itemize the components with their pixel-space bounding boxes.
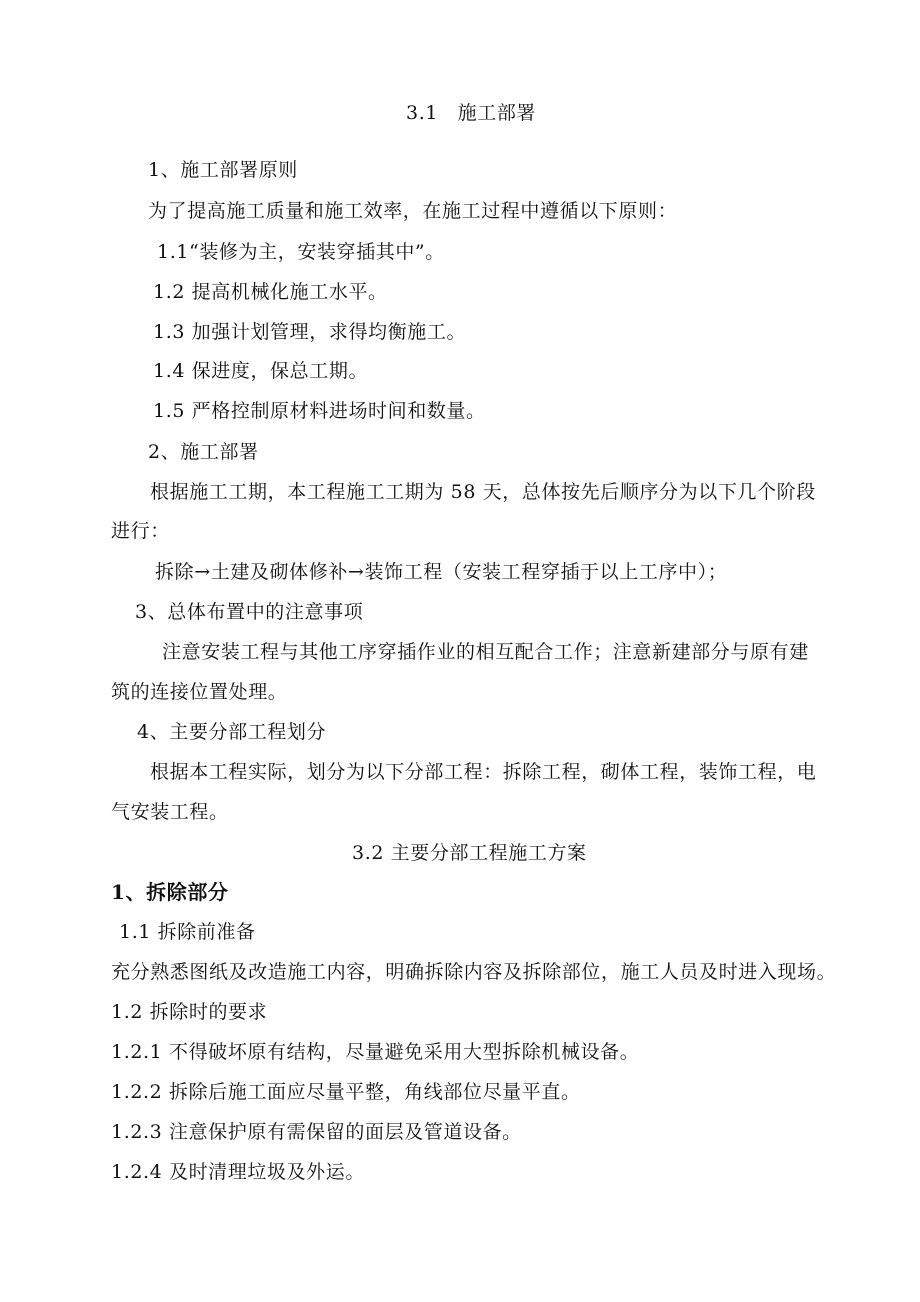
main-divisions-text: 根据本工程实际，划分为以下分部工程：拆除工程，砌体工程，装饰工程，电: [150, 761, 817, 783]
requirement-item: 1.2.1 不得破坏原有结构，尽量避免采用大型拆除机械设备。: [111, 1041, 640, 1063]
principle-item: 1.3 加强计划管理，求得均衡施工。: [153, 321, 467, 343]
heading-demolition: 1、拆除部分: [111, 880, 229, 904]
principle-item: 1.5 严格控制原材料进场时间和数量。: [153, 400, 486, 422]
requirement-item: 1.2.4 及时清理垃圾及外运。: [111, 1161, 365, 1183]
layout-notes-text: 注意安装工程与其他工序穿插作业的相互配合工作；注意新建部分与原有建: [162, 641, 809, 663]
heading-deployment-principles: 1、施工部署原则: [148, 159, 298, 181]
demolition-prep-text: 充分熟悉图纸及改造施工内容，明确拆除内容及拆除部位，施工人员及时进入现场。: [111, 961, 837, 983]
deployment-text: 根据施工工期，本工程施工工期为 58 天，总体按先后顺序分为以下几个阶段: [150, 481, 816, 503]
requirement-item: 1.2.2 拆除后施工面应尽量平整，角线部位尽量平直。: [111, 1081, 581, 1103]
heading-demolition-prep: 1.1 拆除前准备: [119, 921, 256, 943]
section-title-3-2: 3.2 主要分部工程施工方案: [352, 842, 587, 864]
deployment-sequence: 拆除→土建及砌体修补→装饰工程（安装工程穿插于以上工序中）；: [155, 561, 728, 583]
layout-notes-text-cont: 筑的连接位置处理。: [111, 681, 288, 703]
main-divisions-text-cont: 气安装工程。: [111, 801, 229, 823]
requirement-item: 1.2.3 注意保护原有需保留的面层及管道设备。: [111, 1121, 522, 1143]
principles-intro: 为了提高施工质量和施工效率，在施工过程中遵循以下原则：: [148, 200, 678, 222]
heading-demolition-requirements: 1.2 拆除时的要求: [111, 1001, 268, 1023]
heading-main-divisions: 4、主要分部工程划分: [137, 721, 327, 743]
principle-item: 1.2 提高机械化施工水平。: [153, 281, 388, 303]
section-title-3-1: 3.1 施工部署: [406, 102, 537, 124]
principle-item: 1.1“装修为主，安装穿插其中”。: [157, 241, 445, 263]
deployment-text-cont: 进行：: [111, 520, 170, 542]
principle-item: 1.4 保进度，保总工期。: [153, 360, 369, 382]
heading-deployment: 2、施工部署: [148, 441, 259, 463]
heading-layout-notes: 3、总体布置中的注意事项: [135, 601, 364, 623]
